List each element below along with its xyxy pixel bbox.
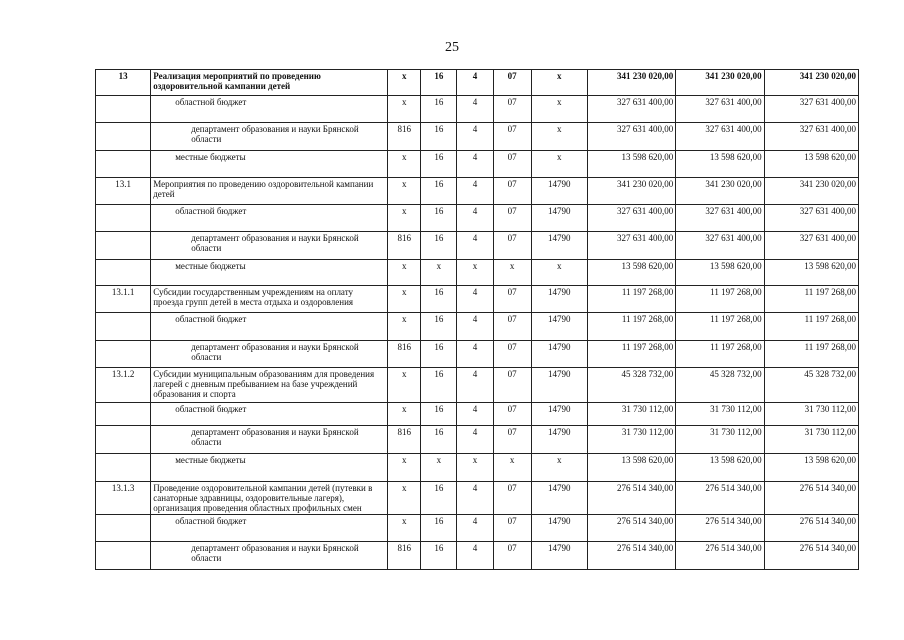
amount-year-3-cell: 276 514 340,00 (764, 542, 858, 570)
amount-year-2-cell: 327 631 400,00 (676, 96, 764, 123)
row-name-text: департамент образования и науки Брянской области (191, 124, 359, 144)
row-name-cell (151, 96, 388, 123)
row-name-cell (151, 313, 388, 341)
amount-year-2-cell: 341 230 020,00 (676, 178, 764, 205)
row-number-cell: 13.1.3 (96, 482, 151, 515)
code-column-1-cell: х (388, 151, 421, 178)
code-column-3-cell: 4 (457, 368, 493, 403)
table-row (96, 151, 859, 178)
table-row (96, 515, 859, 542)
code-column-2-cell: 16 (421, 515, 457, 542)
amount-year-1-cell: 276 514 340,00 (587, 482, 675, 515)
row-name-cell (151, 232, 388, 260)
amount-year-3-cell: 13 598 620,00 (764, 151, 858, 178)
code-column-4-cell: 07 (493, 123, 531, 151)
code-column-1-cell: х (388, 454, 421, 482)
code-column-2-cell: 16 (421, 205, 457, 232)
amount-year-1-cell: 13 598 620,00 (587, 454, 675, 482)
row-name-text: областной бюджет (175, 97, 247, 107)
row-name-text: областной бюджет (175, 516, 247, 526)
table-row (96, 368, 859, 403)
code-column-3-cell: 4 (457, 341, 493, 368)
code-column-2-cell: 16 (421, 96, 457, 123)
row-number-cell (96, 403, 151, 426)
amount-year-3-cell: 11 197 268,00 (764, 341, 858, 368)
amount-year-2-cell: 11 197 268,00 (676, 313, 764, 341)
amount-year-3-cell: 327 631 400,00 (764, 205, 858, 232)
amount-year-1-cell: 327 631 400,00 (587, 123, 675, 151)
row-number-cell (96, 515, 151, 542)
code-column-1-cell: х (388, 368, 421, 403)
row-name-text: Реализация мероприятий по проведению оздоровительной кампании детей (153, 71, 321, 91)
amount-year-3-cell: 45 328 732,00 (764, 368, 858, 403)
code-column-2-cell: 16 (421, 542, 457, 570)
amount-year-2-cell: 341 230 020,00 (676, 70, 764, 96)
row-name-cell (151, 70, 388, 96)
code-column-5-cell: х (531, 260, 587, 286)
amount-year-1-cell: 341 230 020,00 (587, 178, 675, 205)
code-column-3-cell: 4 (457, 178, 493, 205)
amount-year-3-cell: 327 631 400,00 (764, 96, 858, 123)
amount-year-1-cell: 13 598 620,00 (587, 260, 675, 286)
row-number-cell (96, 260, 151, 286)
code-column-2-cell: 16 (421, 123, 457, 151)
code-column-3-cell: х (457, 260, 493, 286)
row-name-text: местные бюджеты (175, 261, 246, 271)
code-column-3-cell: 4 (457, 482, 493, 515)
code-column-3-cell: 4 (457, 70, 493, 96)
table-row (96, 313, 859, 341)
code-column-2-cell: 16 (421, 368, 457, 403)
row-number-cell (96, 542, 151, 570)
amount-year-2-cell: 276 514 340,00 (676, 482, 764, 515)
code-column-2-cell: 16 (421, 286, 457, 313)
row-name-cell (151, 341, 388, 368)
code-column-4-cell: х (493, 454, 531, 482)
amount-year-2-cell: 11 197 268,00 (676, 286, 764, 313)
code-column-4-cell: 07 (493, 151, 531, 178)
amount-year-1-cell: 13 598 620,00 (587, 151, 675, 178)
amount-year-1-cell: 276 514 340,00 (587, 515, 675, 542)
code-column-5-cell: 14790 (531, 232, 587, 260)
code-column-4-cell: 07 (493, 96, 531, 123)
code-column-1-cell: х (388, 205, 421, 232)
row-number-cell (96, 454, 151, 482)
amount-year-3-cell: 31 730 112,00 (764, 426, 858, 454)
code-column-1-cell: 816 (388, 341, 421, 368)
table-row (96, 403, 859, 426)
amount-year-1-cell: 45 328 732,00 (587, 368, 675, 403)
code-column-1-cell: х (388, 260, 421, 286)
code-column-3-cell: 4 (457, 205, 493, 232)
amount-year-2-cell: 276 514 340,00 (676, 515, 764, 542)
row-name-cell (151, 205, 388, 232)
code-column-2-cell: 16 (421, 482, 457, 515)
row-number-cell (96, 341, 151, 368)
code-column-5-cell: х (531, 454, 587, 482)
code-column-2-cell: 16 (421, 70, 457, 96)
amount-year-2-cell: 31 730 112,00 (676, 426, 764, 454)
row-name-text: областной бюджет (175, 314, 247, 324)
row-name-cell (151, 260, 388, 286)
table-row (96, 482, 859, 515)
code-column-1-cell: х (388, 313, 421, 341)
row-name-cell (151, 542, 388, 570)
code-column-4-cell: 07 (493, 368, 531, 403)
code-column-4-cell: 07 (493, 313, 531, 341)
code-column-2-cell: х (421, 260, 457, 286)
row-name-cell (151, 403, 388, 426)
code-column-4-cell: 07 (493, 403, 531, 426)
amount-year-1-cell: 327 631 400,00 (587, 96, 675, 123)
code-column-1-cell: 816 (388, 123, 421, 151)
code-column-4-cell: 07 (493, 482, 531, 515)
table-row (96, 178, 859, 205)
code-column-1-cell: х (388, 70, 421, 96)
row-name-text: Субсидии муниципальным образованиям для проведения лагерей с дневным пребыванием на базе учреждений образования и спорта (153, 369, 375, 399)
amount-year-2-cell: 13 598 620,00 (676, 260, 764, 286)
row-number-cell: 13.1.1 (96, 286, 151, 313)
budget-table (95, 69, 859, 570)
amount-year-3-cell: 31 730 112,00 (764, 403, 858, 426)
table-row (96, 454, 859, 482)
amount-year-2-cell: 327 631 400,00 (676, 205, 764, 232)
code-column-1-cell: 816 (388, 542, 421, 570)
code-column-4-cell: 07 (493, 70, 531, 96)
row-name-text: Проведение оздоровительной кампании детей (путевки в санаторные здравницы, оздоровительные лагеря), организация проведения областных профильных смен (153, 483, 373, 513)
row-name-text: Мероприятия по проведению оздоровительной кампании детей (153, 179, 374, 199)
code-column-4-cell: 07 (493, 426, 531, 454)
row-name-cell (151, 123, 388, 151)
amount-year-1-cell: 31 730 112,00 (587, 403, 675, 426)
code-column-4-cell: 07 (493, 232, 531, 260)
code-column-3-cell: х (457, 454, 493, 482)
amount-year-1-cell: 11 197 268,00 (587, 341, 675, 368)
table-row (96, 96, 859, 123)
code-column-5-cell: 14790 (531, 515, 587, 542)
code-column-3-cell: 4 (457, 96, 493, 123)
code-column-3-cell: 4 (457, 232, 493, 260)
row-name-cell (151, 426, 388, 454)
code-column-1-cell: х (388, 178, 421, 205)
code-column-3-cell: 4 (457, 123, 493, 151)
row-name-cell (151, 178, 388, 205)
code-column-5-cell: 14790 (531, 178, 587, 205)
code-column-1-cell: х (388, 515, 421, 542)
row-name-cell (151, 286, 388, 313)
amount-year-3-cell: 327 631 400,00 (764, 232, 858, 260)
table-row (96, 542, 859, 570)
code-column-1-cell: х (388, 96, 421, 123)
code-column-2-cell: 16 (421, 232, 457, 260)
code-column-3-cell: 4 (457, 403, 493, 426)
amount-year-3-cell: 11 197 268,00 (764, 313, 858, 341)
code-column-3-cell: 4 (457, 542, 493, 570)
row-number-cell (96, 151, 151, 178)
table-row (96, 426, 859, 454)
table-row (96, 205, 859, 232)
table-row (96, 260, 859, 286)
row-name-text: департамент образования и науки Брянской области (191, 427, 359, 447)
amount-year-1-cell: 11 197 268,00 (587, 313, 675, 341)
row-number-cell: 13 (96, 70, 151, 96)
amount-year-1-cell: 276 514 340,00 (587, 542, 675, 570)
row-name-text: департамент образования и науки Брянской области (191, 543, 359, 563)
code-column-3-cell: 4 (457, 515, 493, 542)
code-column-3-cell: 4 (457, 313, 493, 341)
row-number-cell (96, 426, 151, 454)
amount-year-2-cell: 327 631 400,00 (676, 123, 764, 151)
amount-year-3-cell: 11 197 268,00 (764, 286, 858, 313)
row-name-text: областной бюджет (175, 206, 247, 216)
code-column-5-cell: 14790 (531, 426, 587, 454)
amount-year-3-cell: 13 598 620,00 (764, 454, 858, 482)
code-column-5-cell: 14790 (531, 286, 587, 313)
amount-year-2-cell: 13 598 620,00 (676, 151, 764, 178)
budget-table-body (96, 70, 859, 570)
table-row (96, 232, 859, 260)
amount-year-3-cell: 13 598 620,00 (764, 260, 858, 286)
row-number-cell: 13.1 (96, 178, 151, 205)
row-name-cell (151, 151, 388, 178)
row-name-cell (151, 454, 388, 482)
code-column-2-cell: 16 (421, 151, 457, 178)
code-column-2-cell: 16 (421, 426, 457, 454)
amount-year-1-cell: 327 631 400,00 (587, 205, 675, 232)
amount-year-1-cell: 327 631 400,00 (587, 232, 675, 260)
row-number-cell (96, 123, 151, 151)
amount-year-3-cell: 341 230 020,00 (764, 178, 858, 205)
amount-year-2-cell: 276 514 340,00 (676, 542, 764, 570)
row-number-cell (96, 313, 151, 341)
code-column-2-cell: 16 (421, 178, 457, 205)
code-column-4-cell: 07 (493, 286, 531, 313)
code-column-4-cell: 07 (493, 205, 531, 232)
row-number-cell (96, 205, 151, 232)
code-column-2-cell: 16 (421, 341, 457, 368)
code-column-1-cell: 816 (388, 232, 421, 260)
code-column-2-cell: 16 (421, 403, 457, 426)
row-name-text: местные бюджеты (175, 152, 246, 162)
code-column-4-cell: х (493, 260, 531, 286)
code-column-4-cell: 07 (493, 542, 531, 570)
table-row (96, 123, 859, 151)
row-name-cell (151, 368, 388, 403)
code-column-5-cell: 14790 (531, 205, 587, 232)
code-column-5-cell: х (531, 70, 587, 96)
row-name-text: местные бюджеты (175, 455, 246, 465)
code-column-4-cell: 07 (493, 341, 531, 368)
row-name-text: Субсидии государственным учреждениям на оплату проезда групп детей в места отдыха и оздоровления (153, 287, 354, 307)
amount-year-2-cell: 45 328 732,00 (676, 368, 764, 403)
amount-year-3-cell: 276 514 340,00 (764, 482, 858, 515)
code-column-1-cell: х (388, 286, 421, 313)
code-column-5-cell: 14790 (531, 542, 587, 570)
code-column-5-cell: 14790 (531, 482, 587, 515)
code-column-4-cell: 07 (493, 515, 531, 542)
row-name-cell (151, 515, 388, 542)
code-column-5-cell: х (531, 96, 587, 123)
row-name-text: департамент образования и науки Брянской области (191, 342, 359, 362)
code-column-2-cell: 16 (421, 313, 457, 341)
amount-year-2-cell: 327 631 400,00 (676, 232, 764, 260)
code-column-1-cell: 816 (388, 426, 421, 454)
row-name-cell (151, 482, 388, 515)
code-column-5-cell: х (531, 151, 587, 178)
code-column-3-cell: 4 (457, 151, 493, 178)
code-column-2-cell: х (421, 454, 457, 482)
code-column-5-cell: 14790 (531, 368, 587, 403)
amount-year-1-cell: 31 730 112,00 (587, 426, 675, 454)
amount-year-2-cell: 11 197 268,00 (676, 341, 764, 368)
table-row (96, 286, 859, 313)
amount-year-1-cell: 341 230 020,00 (587, 70, 675, 96)
code-column-5-cell: 14790 (531, 403, 587, 426)
amount-year-3-cell: 327 631 400,00 (764, 123, 858, 151)
code-column-1-cell: х (388, 403, 421, 426)
row-name-text: областной бюджет (175, 404, 247, 414)
amount-year-2-cell: 13 598 620,00 (676, 454, 764, 482)
row-name-text: департамент образования и науки Брянской области (191, 233, 359, 253)
amount-year-3-cell: 341 230 020,00 (764, 70, 858, 96)
amount-year-3-cell: 276 514 340,00 (764, 515, 858, 542)
code-column-5-cell: х (531, 123, 587, 151)
row-number-cell (96, 232, 151, 260)
page-number: 25 (445, 40, 459, 55)
code-column-1-cell: х (388, 482, 421, 515)
row-number-cell (96, 96, 151, 123)
row-number-cell: 13.1.2 (96, 368, 151, 403)
code-column-4-cell: 07 (493, 178, 531, 205)
code-column-5-cell: 14790 (531, 341, 587, 368)
code-column-3-cell: 4 (457, 426, 493, 454)
table-row (96, 70, 859, 96)
table-row (96, 341, 859, 368)
amount-year-2-cell: 31 730 112,00 (676, 403, 764, 426)
amount-year-1-cell: 11 197 268,00 (587, 286, 675, 313)
code-column-5-cell: 14790 (531, 313, 587, 341)
code-column-3-cell: 4 (457, 286, 493, 313)
